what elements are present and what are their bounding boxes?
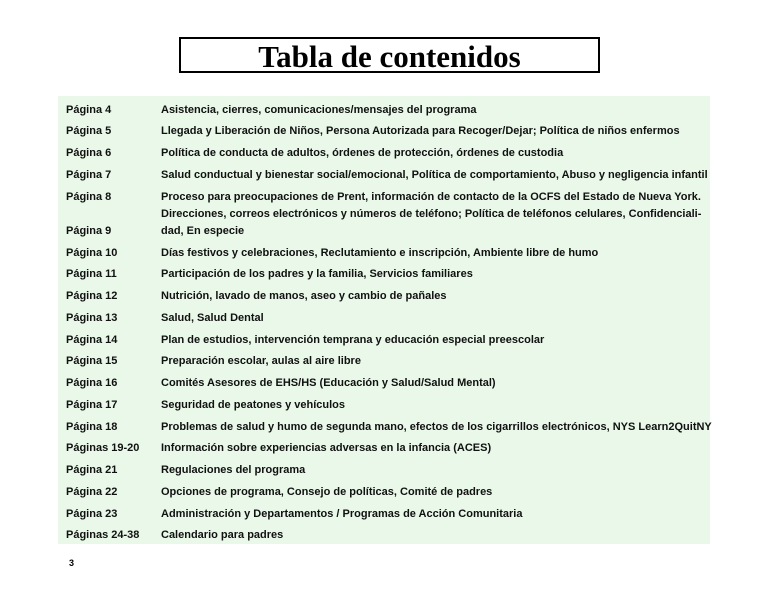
toc-description: Regulaciones del programa	[161, 464, 306, 476]
toc-page: Páginas 24-38	[66, 529, 140, 541]
toc-page: Página 10	[66, 247, 118, 259]
toc-page: Página 23	[66, 508, 118, 520]
toc-description: Problemas de salud y humo de segunda mano, efectos de los cigarrillos electrónicos, NYS Learn2QuitNY	[161, 421, 712, 433]
toc-page: Página 7	[66, 169, 112, 181]
toc-page: Página 15	[66, 355, 118, 367]
toc-description: Preparación escolar, aulas al aire libre	[161, 355, 361, 367]
table-of-contents	[58, 96, 710, 544]
page-number: 3	[69, 558, 75, 568]
toc-page: Página 6	[66, 147, 112, 159]
toc-description: Direcciones, correos electrónicos y números de teléfono; Política de teléfonos celulares, Confidenciali-	[161, 208, 702, 220]
toc-description: Seguridad de peatones y vehículos	[161, 399, 345, 411]
toc-page: Página 14	[66, 334, 118, 346]
toc-page: Página 17	[66, 399, 118, 411]
toc-description: Comités Asesores de EHS/HS (Educación y Salud/Salud Mental)	[161, 377, 496, 389]
toc-description: Salud, Salud Dental	[161, 312, 264, 324]
toc-page: Página 4	[66, 104, 112, 116]
toc-description: Información sobre experiencias adversas en la infancia (ACES)	[161, 442, 492, 454]
toc-description: Administración y Departamentos / Programas de Acción Comunitaria	[161, 508, 523, 520]
toc-description: Opciones de programa, Consejo de políticas, Comité de padres	[161, 486, 493, 498]
toc-page: Página 5	[66, 125, 112, 137]
toc-description: dad, En especie	[161, 225, 245, 237]
toc-description: Plan de estudios, intervención temprana y educación especial preescolar	[161, 334, 545, 346]
toc-description: Calendario para padres	[161, 529, 284, 541]
toc-description: Nutrición, lavado de manos, aseo y cambio de pañales	[161, 290, 447, 302]
toc-page: Página 11	[66, 268, 117, 280]
toc-page: Página 21	[66, 464, 118, 476]
toc-description: Política de conducta de adultos, órdenes de protección, órdenes de custodia	[161, 147, 564, 159]
toc-page: Página 9	[66, 225, 112, 237]
toc-page: Página 13	[66, 312, 118, 324]
toc-description: Salud conductual y bienestar social/emocional, Política de comportamiento, Abuso y negligencia infantil	[161, 169, 708, 181]
toc-description: Días festivos y celebraciones, Reclutamiento e inscripción, Ambiente libre de humo	[161, 247, 599, 259]
toc-page: Página 8	[66, 191, 112, 203]
toc-page: Página 18	[66, 421, 118, 433]
toc-description: Participación de los padres y la familia, Servicios familiares	[161, 268, 473, 280]
toc-page: Página 16	[66, 377, 118, 389]
toc-page: Página 22	[66, 486, 118, 498]
title-box	[179, 37, 600, 73]
toc-page: Página 12	[66, 290, 118, 302]
toc-description: Proceso para preocupaciones de Prent, información de contacto de la OCFS del Estado de Nueva York.	[161, 191, 701, 203]
toc-description: Asistencia, cierres, comunicaciones/mensajes del programa	[161, 104, 477, 116]
toc-page: Páginas 19-20	[66, 442, 140, 454]
toc-description: Llegada y Liberación de Niños, Persona Autorizada para Recoger/Dejar; Política de niños enfermos	[161, 125, 680, 137]
page-title: Tabla de contenidos	[258, 38, 521, 74]
